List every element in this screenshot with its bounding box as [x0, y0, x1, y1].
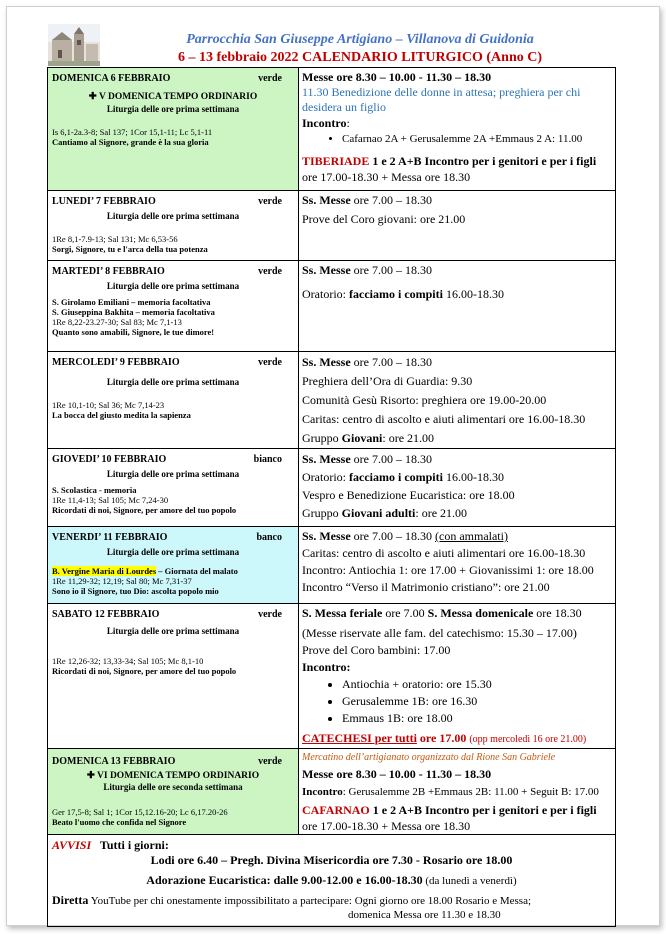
incontro-label: Incontro: — [302, 660, 351, 674]
incontro-line: Incontro: Antiochia 1: ore 17.00 + Giovanissimi 1: ore 18.00 — [302, 563, 594, 577]
events-cell — [299, 449, 616, 527]
day-row-saturday-12 — [48, 604, 616, 749]
liturgy-hours: Liturgia delle ore prima settimana — [106, 547, 240, 557]
choir-rehearsal: Prove del Coro giovani: ore 21.00 — [302, 212, 466, 226]
day-row-thursday-10 — [48, 449, 616, 527]
liturgy-hours: Liturgia delle ore prima settimana — [106, 104, 240, 114]
liturgy-hours: Liturgia delle ore prima settimana — [106, 281, 240, 291]
tiberiade-times: ore 17.00-18.30 + Messa ore 18.30 — [302, 170, 471, 184]
liturgy-hours: Liturgia delle ore prima settimana — [106, 211, 240, 221]
oratorio-label: Oratorio: — [302, 287, 349, 301]
group-label: Gruppo — [302, 506, 342, 520]
mass-label: Ss. Messe — [302, 355, 351, 369]
antiphon: Ricordati di noi, Signore, per amore del tuo popolo — [52, 505, 237, 515]
parish-title: Parrocchia San Giuseppe Artigiano – Villanova di Guidonia — [186, 32, 534, 47]
homework-label: facciamo i compiti — [349, 287, 443, 301]
daily-schedule: Lodi ore 6.40 – Pregh. Divina Misericordia ore 7.30 - Rosario ore 18.00 — [150, 853, 513, 867]
community-prayer: Comunità Gesù Risorto: preghiera ore 19.00-20.00 — [302, 393, 547, 407]
day-name: MARTEDI’ 8 FEBBRAIO — [52, 266, 165, 277]
liturgical-color: verde — [258, 266, 282, 277]
day-info-cell — [48, 749, 299, 835]
events-cell — [299, 261, 616, 352]
events-cell — [299, 191, 616, 261]
group-time: : ore 21.00 — [382, 431, 435, 445]
children-choir: Prove del Coro bambini: 17.00 — [302, 643, 451, 657]
events-cell — [299, 749, 616, 835]
readings: 1Re 8,22-23.27-30; Sal 83; Mc 7,1-13 — [52, 317, 182, 327]
day-row-wednesday-9 — [48, 352, 616, 449]
daily-label: Tutti i giorni: — [91, 838, 169, 852]
live-desc: YouTube per chi onestamente impossibilitato a partecipare: Ogni giorno ore 18.00 Rosario e Messa; — [88, 895, 532, 907]
mass-note: (con ammalati) — [435, 529, 508, 543]
adoration-days: (da lunedì a venerdì) — [422, 875, 517, 887]
mass-times: Messe ore 8.30 – 10.00 - 11.30 – 18.30 — [302, 767, 492, 781]
events-cell — [299, 352, 616, 449]
liturgy-hours: Liturgia delle ore prima settimana — [106, 377, 240, 387]
saint-highlight: B. Vergine Maria di Lourdes — [52, 566, 157, 576]
day-name: LUNEDI’ 7 FEBBRAIO — [52, 196, 156, 207]
readings: Ger 17,5-8; Sal 1; 1Cor 15,12.16-20; Lc 6,17.20-26 — [52, 807, 228, 817]
weekday-mass-time: ore 7.00 — [382, 606, 428, 620]
adoration-label: Adorazione Eucaristica: dalle 9.00-12.00 e 16.00-18.30 — [146, 873, 423, 887]
live-label: Diretta — [52, 893, 89, 907]
group-time: : ore 21.00 — [415, 506, 468, 520]
catechesis-label: CATECHESI per tutti — [302, 731, 417, 745]
notices-row — [48, 835, 616, 927]
events-cell — [299, 604, 616, 749]
antiphon: Sono io il Signore, tuo Dio: ascolta popolo mio — [52, 586, 219, 596]
liturgical-color: verde — [258, 73, 282, 84]
liturgical-calendar-table — [47, 67, 616, 927]
mass-times: ore 7.00 – 18.30 — [350, 529, 435, 543]
saint-rest: – Giornata del malato — [156, 566, 238, 576]
day-info-cell — [48, 604, 299, 749]
mass-times: ore 7.00 – 18.30 — [350, 193, 432, 207]
tiberiade-label: TIBERIADE — [302, 154, 370, 168]
group-name: Giovani adulti — [341, 506, 416, 520]
antiphon: Quanto sono amabili, Signore, le tue dimore! — [52, 327, 215, 337]
tiberiade-desc: 1 e 2 A+B Incontro per i genitori e per i figli — [369, 154, 597, 168]
cafarnao-desc: 1 e 2 A+B Incontro per i genitori e per i figli — [369, 803, 597, 817]
day-info-cell — [48, 191, 299, 261]
liturgical-color: verde — [258, 357, 282, 368]
antiphon: La bocca del giusto medita la sapienza — [52, 410, 191, 420]
mass-times: Messe ore 8.30 – 10.00 - 11.30 – 18.30 — [302, 70, 492, 84]
day-name: SABATO 12 FEBBRAIO — [52, 609, 160, 620]
day-name: DOMENICA 13 FEBBRAIO — [52, 756, 176, 767]
day-name: GIOVEDI’ 10 FEBBRAIO — [52, 454, 167, 465]
incontro-label: Incontro — [302, 786, 343, 798]
day-row-tuesday-8 — [48, 261, 616, 352]
readings: 1Re 8,1-7.9-13; Sal 131; Mc 6,53-56 — [52, 234, 178, 244]
day-name: DOMENICA 6 FEBBRAIO — [52, 73, 171, 84]
saint-memorial: S. Scolastica - memoria — [52, 485, 137, 495]
liturgical-color: verde — [258, 756, 282, 767]
antiphon: Ricordati di noi, Signore, per amore del tuo popolo — [52, 666, 237, 676]
liturgical-color: bianco — [253, 454, 282, 465]
catechesis-alt: (opp mercoledì 16 ore 21.00) — [469, 734, 587, 745]
readings: 1Re 11,4-13; Sal 105; Mc 7,24-30 — [52, 495, 169, 505]
caritas-center: Caritas: centro di ascolto e aiuti alimentari ore 16.00-18.30 — [302, 412, 586, 426]
day-info-cell — [48, 449, 299, 527]
oratorio-times: 16.00-18.30 — [442, 287, 504, 301]
cafarnao-times: ore 17.00-18.30 + Messa ore 18.30 — [302, 819, 471, 833]
day-name: VENERDI’ 11 FEBBRAIO — [52, 532, 168, 543]
liturgy-hours: Liturgia delle ore prima settimana — [106, 626, 240, 636]
events-cell — [299, 527, 616, 604]
antiphon: Beato l'uomo che confida nel Signore — [52, 817, 187, 827]
day-info-cell — [48, 68, 299, 191]
list-item: • Emmaus 1B: ore 18.00 — [342, 710, 613, 727]
incontro-label: Incontro — [302, 116, 347, 130]
day-info-cell — [48, 352, 299, 449]
antiphon: Cantiamo al Signore, grande è la sua gloria — [52, 137, 209, 147]
readings: 1Re 12,26-32; 13,33-34; Sal 105; Mc 8,1-10 — [52, 656, 204, 666]
day-name: MERCOLEDI’ 9 FEBBRAIO — [52, 357, 180, 368]
saint-memorial: S. Giuseppina Bakhita – memoria facoltativa — [52, 307, 215, 317]
incontro-details: : Gerusalemme 2B +Emmaus 2B: 11.00 + Seguit B: 17.00 — [342, 786, 599, 798]
blessing-note: 11.30 Benedizione delle donne in attesa; preghiera per chi desidera un figlio — [302, 85, 581, 114]
day-row-friday-11 — [48, 527, 616, 604]
homework-label: facciamo i compiti — [349, 470, 443, 484]
sunday-title: ✚ VI DOMENICA TEMPO ORDINARIO — [86, 771, 260, 781]
notices-cell — [48, 835, 616, 927]
mass-times: ore 7.00 – 18.30 — [350, 452, 432, 466]
mass-label: Ss. Messe — [302, 263, 351, 277]
antiphon: Sorgi, Signore, tu e l'arca della tua potenza — [52, 244, 208, 254]
day-row-sunday-6 — [48, 68, 616, 191]
readings: 1Re 10,1-10; Sal 36; Mc 7,14-23 — [52, 400, 165, 410]
day-row-sunday-13 — [48, 749, 616, 835]
sunday-mass-time: ore 18.30 — [533, 606, 582, 620]
day-info-cell — [48, 261, 299, 352]
liturgical-color: banco — [256, 532, 282, 543]
craft-market: Mercatino dell’artigianato organizzato dal Rione San Gabriele — [302, 752, 556, 763]
day-row-monday-7 — [48, 191, 616, 261]
list-item: • Cafarnao 2A + Gerusalemme 2A +Emmaus 2 A: 11.00 — [342, 131, 613, 147]
mass-label: Ss. Messe — [302, 529, 351, 543]
avvisi-label: AVVISI — [52, 838, 92, 852]
group-label: Gruppo — [302, 431, 342, 445]
list-item: • Gerusalemme 1B: ore 16.30 — [342, 693, 613, 710]
mass-times: ore 7.00 – 18.30 — [350, 263, 432, 277]
liturgical-color: verde — [258, 609, 282, 620]
liturgy-hours: Liturgia delle ore seconda settimana — [103, 782, 243, 792]
list-item: • Antiochia + oratorio: ore 15.30 — [342, 676, 613, 693]
calendar-subtitle: 6 – 13 febbraio 2022 CALENDARIO LITURGICO (Anno C) — [177, 50, 543, 65]
saint-memorial: S. Girolamo Emiliani – memoria facoltativa — [52, 297, 211, 307]
mass-label: Ss. Messe — [302, 193, 351, 207]
incontro-colon: : — [346, 116, 350, 130]
caritas-center: Caritas: centro di ascolto e aiuti alimentari ore 16.00-18.30 — [302, 546, 586, 560]
mass-times: ore 7.00 – 18.30 — [350, 355, 432, 369]
weekday-mass-label: S. Messa feriale — [302, 606, 383, 620]
liturgical-color: verde — [258, 196, 282, 207]
catechesis-time: ore 17.00 — [416, 731, 470, 745]
reserved-masses: (Messe riservate alle fam. del catechismo: 15.30 – 17.00) — [302, 626, 577, 640]
live-sunday: domenica Messa ore 11.30 e 18.30 — [348, 909, 501, 921]
oratorio-times: 16.00-18.30 — [442, 470, 504, 484]
day-info-cell — [48, 527, 299, 604]
marriage-course: Incontro “Verso il Matrimonio cristiano”: ore 21.00 — [302, 580, 550, 594]
vespers: Vespro e Benedizione Eucaristica: ore 18.00 — [302, 488, 515, 502]
church-logo-image — [48, 24, 100, 66]
readings: Is 6,1-2a.3-8; Sal 137; 1Cor 15,1-11; Lc 5,1-11 — [52, 127, 213, 137]
sunday-title: ✚ V DOMENICA TEMPO ORDINARIO — [88, 92, 258, 102]
prayer-hour: Preghiera dell’Ora di Guardia: 9.30 — [302, 374, 473, 388]
mass-label: Ss. Messe — [302, 452, 351, 466]
readings: 1Re 11,29-32; 12,19; Sal 80; Mc 7,31-37 — [52, 576, 192, 586]
liturgy-hours: Liturgia delle ore prima settimana — [106, 469, 240, 479]
events-cell — [299, 68, 616, 191]
cafarnao-label: CAFARNAO — [302, 803, 370, 817]
group-name: Giovani — [341, 431, 383, 445]
sunday-mass-label: S. Messa domenicale — [427, 606, 534, 620]
oratorio-label: Oratorio: — [302, 470, 349, 484]
